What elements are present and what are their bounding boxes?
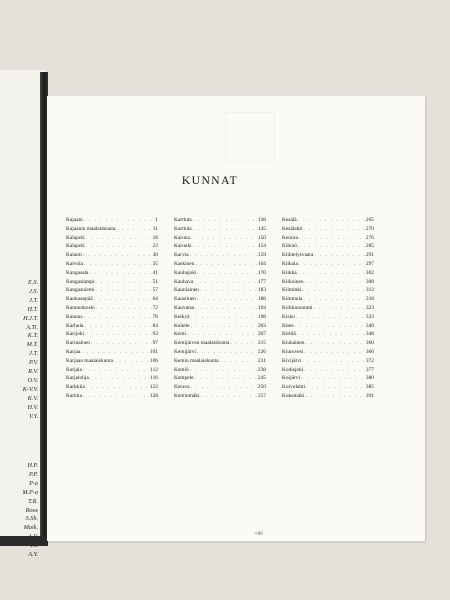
page-number: 116: [150, 375, 158, 382]
margin-note: H.T.: [27, 305, 38, 313]
margin-note: H.J.T.: [23, 314, 38, 322]
margin-note: Roos: [25, 506, 38, 514]
page-number: 312: [365, 287, 374, 294]
index-entry: [174, 392, 266, 401]
index-entry: [282, 313, 374, 322]
municipality-name: Kajaanin maalaiskunta: [66, 225, 116, 232]
leader-dots: [200, 392, 256, 401]
municipality-name: Kivijärvi: [282, 357, 302, 364]
index-column-2: [174, 216, 266, 401]
leader-dots: [301, 374, 365, 383]
page-number: 250: [257, 384, 266, 391]
page-number: 18: [152, 234, 158, 241]
municipality-name: Kalajoki: [66, 243, 85, 250]
leader-dots: [197, 348, 257, 357]
page-number: 30: [152, 252, 158, 259]
leader-dots: [314, 304, 365, 313]
index-entry: [282, 225, 374, 234]
leader-dots: [195, 304, 257, 313]
index-entry: [282, 278, 374, 287]
leader-dots: [305, 278, 365, 287]
index-entry: [66, 330, 158, 339]
municipality-name: Keikyä: [174, 313, 190, 320]
page-number: 308: [365, 278, 374, 285]
municipality-name: Koijärvi: [282, 375, 300, 382]
leader-dots: [84, 260, 152, 269]
index-entry: [174, 383, 266, 392]
index-entry: [282, 383, 374, 392]
municipality-name: Kittilä: [282, 331, 296, 338]
page-number: 64: [152, 296, 158, 303]
index-entry: [174, 330, 266, 339]
municipality-name: Kirkkonummi: [282, 304, 313, 311]
leader-dots: [83, 313, 151, 322]
index-entry: [174, 260, 266, 269]
leader-dots: [306, 383, 365, 392]
leader-dots: [303, 295, 365, 304]
index-entry: [66, 304, 158, 313]
leader-dots: [91, 339, 152, 348]
index-entry: [282, 348, 374, 357]
page-number: 150: [257, 234, 266, 241]
leader-dots: [187, 330, 257, 339]
leader-dots: [85, 330, 152, 339]
municipality-name: Kaustinen: [174, 296, 196, 303]
index-entry: [66, 348, 158, 357]
leader-dots: [298, 216, 365, 225]
page-number: 170: [257, 269, 266, 276]
leader-dots: [200, 286, 257, 295]
margin-note: R.V.: [28, 368, 38, 376]
margin-note: H.P.: [27, 462, 38, 469]
page-number: 215: [257, 340, 266, 347]
leader-dots: [193, 242, 257, 251]
municipality-name: Karunki: [174, 243, 192, 250]
page-number: 348: [365, 331, 374, 338]
page-number: 183: [257, 287, 266, 294]
index-entry: [174, 366, 266, 375]
index-entry: [174, 216, 266, 225]
footer-mark: ≈96: [255, 532, 263, 537]
municipality-name: Karhula: [66, 322, 84, 329]
margin-note: A.Ti.: [26, 323, 38, 331]
margin-note: O.V.: [27, 376, 38, 384]
page-number: 122: [149, 384, 158, 391]
leader-dots: [195, 260, 257, 269]
municipality-name: Kerava: [174, 384, 190, 391]
index-entry: [282, 260, 374, 269]
leader-dots: [94, 295, 152, 304]
leader-dots: [83, 392, 149, 401]
leader-dots: [83, 251, 152, 260]
municipality-name: Kitee: [282, 322, 294, 329]
municipality-name: Kiikoinen: [282, 278, 304, 285]
index-entry: [66, 278, 158, 287]
leader-dots: [302, 286, 364, 295]
municipality-name: Kannonkoski: [66, 304, 95, 311]
margin-note: P-a: [29, 479, 38, 487]
municipality-name: Kiihtelysvaara: [282, 252, 314, 259]
leader-dots: [197, 295, 257, 304]
page-number: 41: [152, 269, 158, 276]
index-entry: [174, 234, 266, 243]
municipality-name: Kalvola: [66, 260, 84, 267]
index-entry: [174, 295, 266, 304]
index-entry: [282, 330, 374, 339]
municipality-name: Kemijärven maalaiskunta: [174, 340, 230, 347]
municipality-name: Kiikka: [282, 269, 297, 276]
page-number: 11: [152, 225, 158, 232]
municipality-name: Kankaanpää: [66, 296, 93, 303]
municipality-name: Kemijärvi: [174, 348, 196, 355]
municipality-name: Kemin maalaiskunta: [174, 357, 219, 364]
municipality-name: Kisko: [282, 313, 295, 320]
page-number: 101: [149, 348, 158, 355]
margin-note: K-V.V.: [22, 385, 38, 393]
page-number: 340: [365, 322, 374, 329]
index-entry: [174, 374, 266, 383]
page-number: 78: [152, 313, 158, 320]
leader-dots: [295, 322, 365, 331]
page-number: 257: [257, 392, 266, 399]
index-entry: [66, 286, 158, 295]
leader-dots: [303, 225, 365, 234]
margin-note: Maik.: [23, 524, 38, 532]
leader-dots: [304, 366, 365, 375]
municipality-name: Kempele: [174, 375, 194, 382]
index-entry: [282, 251, 374, 260]
margin-note: K.T.: [27, 332, 38, 340]
municipality-name: Kiikala: [282, 260, 298, 267]
leader-dots: [84, 216, 155, 225]
margin-note: P.V.: [28, 359, 38, 367]
index-entry: [174, 225, 266, 234]
municipality-name: Kiiminki: [282, 287, 302, 294]
index-column-3: [282, 216, 374, 401]
leader-dots: [95, 278, 151, 287]
page-number: 145: [257, 225, 266, 232]
index-entry: [174, 348, 266, 357]
page-number: 372: [365, 357, 374, 364]
page-number: 226: [257, 348, 266, 355]
faint-emblem: [225, 112, 275, 162]
page-number: 57: [152, 287, 158, 294]
page-number: 188: [257, 296, 266, 303]
municipality-name: Kangasala: [66, 269, 89, 276]
margin-note: J.T.: [29, 350, 38, 358]
page-number: 154: [257, 243, 266, 250]
book-cover-edge: [0, 536, 48, 546]
page-number: 297: [365, 260, 374, 267]
municipality-name: Koivulahti: [282, 384, 306, 391]
leader-dots: [191, 383, 257, 392]
index-entry: [66, 374, 158, 383]
page-number: 22: [152, 243, 158, 250]
page-number: 380: [365, 375, 374, 382]
index-entry: [174, 313, 266, 322]
page-heading: KUNNAT: [181, 175, 239, 187]
municipality-name: Kemiö: [174, 366, 189, 373]
municipality-name: Kannus: [66, 313, 83, 320]
leader-dots: [86, 383, 149, 392]
municipality-name: Kauvatsa: [174, 304, 195, 311]
index-entry: [174, 304, 266, 313]
margin-note: E.S.: [28, 279, 38, 286]
municipality-name: Kimmula: [282, 296, 303, 303]
margin-note: M.P-a: [22, 488, 38, 496]
municipality-name: Kesälä: [282, 217, 297, 223]
page-number: 245: [257, 375, 266, 382]
index-entry: [66, 225, 158, 234]
leader-dots: [96, 304, 152, 313]
page-number: 270: [365, 225, 374, 232]
municipality-name: Karttula: [174, 217, 192, 223]
margin-note: J.T.: [29, 296, 38, 304]
margin-note: H.V.: [27, 403, 38, 411]
leader-dots: [190, 251, 257, 260]
leader-dots: [190, 366, 257, 375]
municipality-name: Kesälahti: [282, 225, 303, 232]
leader-dots: [299, 234, 365, 243]
municipality-name: Kiukainen: [282, 340, 305, 347]
page-number: 231: [257, 357, 266, 364]
leader-dots: [81, 348, 149, 357]
page-number: 318: [365, 296, 374, 303]
page-number: 285: [365, 243, 374, 250]
leader-dots: [191, 322, 257, 331]
leader-dots: [84, 322, 151, 331]
page-number: 164: [257, 260, 266, 267]
page-number: 1: [155, 217, 158, 223]
index-entry: [66, 251, 158, 260]
page-number: 128: [149, 392, 158, 399]
page-number: 177: [257, 278, 266, 285]
page-number: 207: [257, 331, 266, 338]
leader-dots: [305, 339, 364, 348]
page-number: 276: [365, 234, 374, 241]
municipality-name: Kalanti: [66, 252, 82, 259]
margin-note: T.R.: [28, 497, 38, 505]
leader-dots: [230, 339, 257, 348]
page-number: 323: [365, 304, 374, 311]
page-number: 377: [365, 366, 374, 373]
leader-dots: [297, 330, 365, 339]
index-entry: [174, 251, 266, 260]
leader-dots: [305, 392, 364, 401]
margin-note: V.Y.: [29, 412, 38, 420]
index-entry: [66, 383, 158, 392]
page-number: 194: [257, 304, 266, 311]
leader-dots: [191, 313, 257, 322]
index-column-1: [66, 216, 158, 401]
municipality-name: Karijoki: [66, 331, 84, 338]
page-number: 84: [152, 322, 158, 329]
index-entry: [174, 269, 266, 278]
page-number: 198: [257, 313, 266, 320]
index-entry: [282, 357, 374, 366]
municipality-name: Keuruu: [282, 234, 299, 241]
municipality-name: Kangaslampi: [66, 278, 95, 285]
index-entry: [66, 366, 158, 375]
leader-dots: [114, 357, 149, 366]
page-number: 391: [365, 392, 374, 399]
index-entry: [174, 286, 266, 295]
municipality-name: Karjaa: [66, 348, 81, 355]
municipality-name: Kaskinen: [174, 260, 195, 267]
margin-notes-top: [0, 279, 38, 422]
leader-dots: [304, 348, 365, 357]
index-entry: [282, 392, 374, 401]
leader-dots: [298, 269, 365, 278]
municipality-name: Keminmäki: [174, 392, 200, 399]
municipality-name: Kauhava: [174, 278, 194, 285]
municipality-name: Karjalohja: [66, 375, 89, 382]
leader-dots: [299, 260, 365, 269]
index-entry: [174, 322, 266, 331]
leader-dots: [90, 374, 149, 383]
leader-dots: [83, 366, 149, 375]
index-entry: [174, 357, 266, 366]
index-entry: [66, 269, 158, 278]
margin-note: P.P.: [28, 470, 38, 478]
municipality-name: Kangasniemi: [66, 287, 95, 294]
municipality-name: Karjaan maalaiskunta: [66, 357, 113, 364]
index-entry: [282, 269, 374, 278]
page-number: 238: [257, 366, 266, 373]
municipality-name: Kihniö: [282, 243, 297, 250]
municipality-name: Kiuruvesi: [282, 348, 304, 355]
leader-dots: [314, 251, 364, 260]
index-entry: [282, 322, 374, 331]
index-entry: [66, 260, 158, 269]
index-entry: [282, 304, 374, 313]
page-number: 385: [365, 384, 374, 391]
page-number: 72: [152, 304, 158, 311]
page-number: 106: [149, 357, 158, 364]
index-entry: [174, 339, 266, 348]
index-entry: [66, 295, 158, 304]
municipality-name: Karkku: [66, 392, 83, 399]
index-entry: [282, 242, 374, 251]
index-entry: [282, 295, 374, 304]
page-number: 97: [152, 340, 158, 347]
page-number: 360: [365, 340, 374, 347]
index-entry: [282, 374, 374, 383]
index-entry: [66, 242, 158, 251]
leader-dots: [197, 269, 256, 278]
page-number: 203: [257, 322, 266, 329]
page-number: 333: [365, 313, 374, 320]
municipality-name: Kemi: [174, 331, 186, 338]
index-entry: [66, 357, 158, 366]
page-number: 366: [365, 348, 374, 355]
margin-note: M.T.: [26, 341, 38, 349]
page-number: 302: [365, 269, 374, 276]
page-number: 93: [152, 331, 158, 338]
municipality-name: Kalajoki: [66, 234, 85, 241]
municipality-name: Karvia: [174, 252, 189, 259]
leader-dots: [298, 242, 365, 251]
index-entry: [66, 313, 158, 322]
index-entry: [282, 339, 374, 348]
leader-dots: [86, 242, 152, 251]
page-number: 51: [152, 278, 158, 285]
page-number: 291: [365, 252, 374, 259]
municipality-name: Karinainen: [66, 340, 90, 347]
margin-note: S.Sh.: [25, 515, 38, 523]
index-entry: [282, 234, 374, 243]
page-number: 112: [150, 366, 158, 373]
page-number: 35: [152, 260, 158, 267]
leader-dots: [95, 286, 151, 295]
leader-dots: [302, 357, 364, 366]
margin-note: A.Y.: [28, 551, 38, 559]
leader-dots: [219, 357, 256, 366]
leader-dots: [296, 313, 365, 322]
municipality-name: Karkkila: [66, 384, 85, 391]
leader-dots: [194, 374, 256, 383]
index-entry: [66, 392, 158, 401]
municipality-name: Karuna: [174, 234, 190, 241]
page-number: 265: [365, 217, 374, 223]
index-entry: [66, 339, 158, 348]
leader-dots: [86, 234, 152, 243]
municipality-name: Keitele: [174, 322, 190, 329]
index-entry: [174, 278, 266, 287]
margin-note: J.S.: [29, 287, 38, 295]
page-number: 159: [257, 252, 266, 259]
index-entry: [174, 242, 266, 251]
index-entry: [282, 216, 374, 225]
index-entry: [66, 216, 158, 225]
municipality-name: Kauniainen: [174, 287, 199, 294]
page-number: 138: [257, 217, 266, 223]
margin-note: K.V.: [27, 394, 38, 402]
index-entry: [66, 322, 158, 331]
leader-dots: [191, 234, 257, 243]
leader-dots: [194, 278, 257, 287]
municipality-name: Kodisjoki: [282, 366, 304, 373]
leader-dots: [193, 216, 257, 225]
index-entry: [282, 286, 374, 295]
leader-dots: [193, 225, 257, 234]
municipality-name: Karttula: [174, 225, 192, 232]
municipality-name: Kokemäki: [282, 392, 305, 399]
municipality-name: Kauhajoki: [174, 269, 197, 276]
municipality-name: Karjala: [66, 366, 82, 373]
index-entry: [66, 234, 158, 243]
leader-dots: [116, 225, 152, 234]
municipality-name: Kajaani: [66, 217, 83, 223]
index-entry: [282, 366, 374, 375]
leader-dots: [89, 269, 151, 278]
